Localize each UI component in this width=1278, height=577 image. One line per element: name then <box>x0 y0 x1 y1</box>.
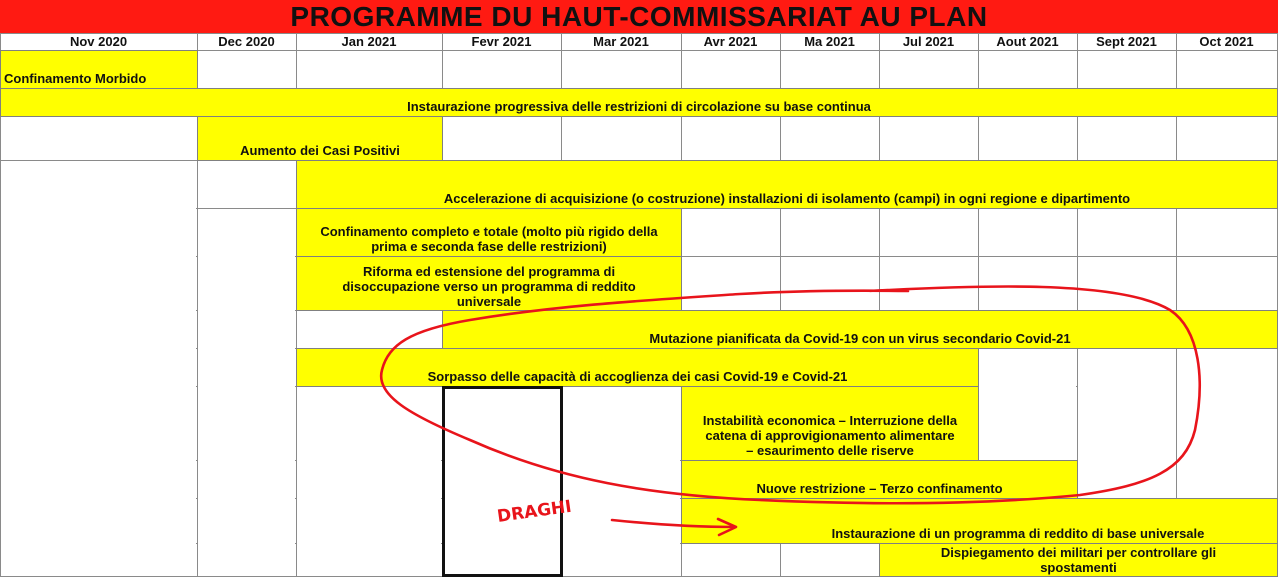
bar-nuove-restrizione: Nuove restrizione – Terzo confinamento <box>681 460 1078 499</box>
month-header: Ma 2021 <box>804 34 855 49</box>
month-header: Oct 2021 <box>1199 34 1254 49</box>
month-header: Sept 2021 <box>1096 34 1157 49</box>
month-header: Avr 2021 <box>703 34 758 49</box>
month-header: Jan 2021 <box>341 34 397 49</box>
bar-instabilita: Instabilità economica – Interruzione della catena di approvigionamento alimentare – esaurimento delle riserve <box>681 386 979 461</box>
bar-riforma: Riforma ed estensione del programma di disoccupazione verso un programma di reddito universale <box>296 256 682 311</box>
month-header: Aout 2021 <box>996 34 1059 49</box>
bar-confinamento-completo: Confinamento completo e totale (molto più rigido della prima e seconda fase delle restrizioni) <box>296 208 682 257</box>
bar-sorpasso: Sorpasso delle capacità di accoglienza dei casi Covid-19 e Covid-21 <box>296 348 979 387</box>
bar-reddito-base: Instaurazione di un programma di reddito di base universale <box>681 498 1278 544</box>
bar-accelerazione: Accelerazione di acquisizione (o costruzione) installazioni di isolamento (campi) in ogni regione e dipartimento <box>296 160 1278 209</box>
page-title: PROGRAMME DU HAUT-COMMISSARIAT AU PLAN <box>0 0 1278 33</box>
bar-aumento-casi: Aumento dei Casi Positivi <box>197 116 443 161</box>
month-header: Jul 2021 <box>902 34 955 49</box>
month-header: Fevr 2021 <box>471 34 532 49</box>
month-header: Dec 2020 <box>218 34 275 49</box>
handwritten-text: DRAGHI <box>495 496 573 527</box>
bar-militari: Dispiegamento dei militari per controllare gli spostamenti <box>879 543 1278 577</box>
bar-confinamento-morbido: Confinamento Morbido <box>0 50 198 89</box>
month-header: Nov 2020 <box>69 34 128 49</box>
bar-instaurazione-restrizioni: Instaurazione progressiva delle restrizioni di circolazione su base continua <box>0 88 1278 117</box>
month-header: Mar 2021 <box>593 34 649 49</box>
bar-mutazione: Mutazione pianificata da Covid-19 con un virus secondario Covid-21 <box>442 310 1278 349</box>
